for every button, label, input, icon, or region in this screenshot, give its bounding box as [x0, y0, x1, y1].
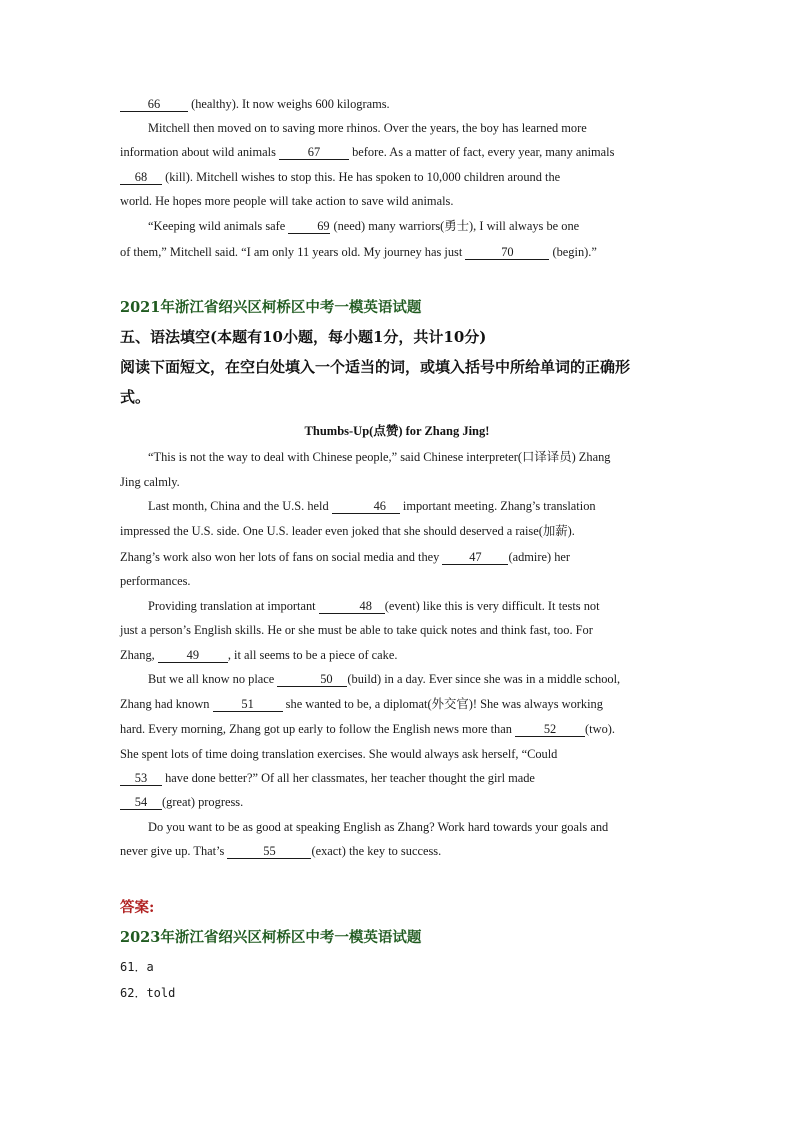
answer-blank-68[interactable]: 68: [120, 170, 162, 185]
passage-title: Thumbs-Up(点赞) for Zhang Jing!: [304, 424, 490, 438]
answer-blank-50[interactable]: 50: [277, 672, 347, 687]
text-line: 66 (healthy). It now weighs 600 kilograms.: [120, 92, 680, 117]
answer-blank-52[interactable]: 52: [515, 722, 585, 737]
answer-blank-67[interactable]: 67: [279, 145, 349, 160]
text-line: just a person’s English skills. He or she must be able to take quick notes and think fast, too. For: [120, 623, 593, 637]
text-line: Zhang had known 51 she wanted to be, a diplomat(外交官)! She was always working: [120, 697, 603, 711]
part-title: 五、语法填空(本题有10小题，每小题1分，共计10分): [120, 328, 487, 346]
text-line: never give up. That’s 55 (exact) the key to success.: [120, 844, 442, 858]
answer-blank-66[interactable]: 66: [120, 97, 188, 112]
text-line: 53 have done better?” Of all her classmates, her teacher thought the girl made: [120, 766, 680, 791]
answer-blank-53[interactable]: 53: [120, 771, 162, 786]
answer-blank-47[interactable]: 47: [442, 550, 508, 565]
text-line: of them,” Mitchell said. “I am only 11 years old. My journey has just 70 (begin).”: [120, 245, 597, 259]
answer-item: 61．a: [120, 960, 154, 974]
text-line: “Keeping wild animals safe 69 (need) many warriors(勇士), I will always be one: [148, 219, 580, 233]
answer-blank-55[interactable]: 55: [227, 844, 311, 859]
text-line: information about wild animals 67 before. As a matter of fact, every year, many animals: [120, 145, 615, 159]
text-line: Jing calmly.: [120, 475, 180, 489]
text-line: performances.: [120, 574, 191, 588]
text-line: Providing translation at important 48 (event) like this is very difficult. It tests not: [148, 599, 600, 613]
text-line: But we all know no place 50 (build) in a day. Ever since she was in a middle school,: [148, 672, 621, 686]
answer-item: 62．told: [120, 986, 176, 1000]
text-line: Zhang’s work also won her lots of fans on social media and they 47 (admire) her: [120, 550, 571, 564]
answer-blank-69[interactable]: 69: [288, 219, 330, 234]
answer-blank-46[interactable]: 46: [332, 499, 400, 514]
text-line: 54 (great) progress.: [120, 790, 680, 815]
text-line: She spent lots of time doing translation exercises. She would always ask herself, “Could: [120, 747, 558, 761]
text-line: “This is not the way to deal with Chinese people,” said Chinese interpreter(口译译员) Zhang: [148, 450, 611, 464]
text-line: Last month, China and the U.S. held 46 important meeting. Zhang’s translation: [148, 499, 596, 513]
answers-label: 答案:: [120, 899, 155, 916]
answer-blank-54[interactable]: 54: [120, 795, 162, 810]
instruction-line: 阅读下面短文，在空白处填入一个适当的词，或填入括号中所给单词的正确形: [120, 358, 631, 376]
text-line: Zhang, 49 , it all seems to be a piece of cake.: [120, 648, 398, 662]
text-line: Mitchell then moved on to saving more rhinos. Over the years, the boy has learned more: [148, 121, 587, 135]
answers-exam-title: 2023年浙江省绍兴区柯桥区中考一模英语试题: [120, 929, 422, 946]
text-line: impressed the U.S. side. One U.S. leader even joked that she should deserved a raise(加薪).: [120, 524, 575, 538]
answer-blank-51[interactable]: 51: [213, 697, 283, 712]
answer-blank-48[interactable]: 48: [319, 599, 385, 614]
answer-blank-70[interactable]: 70: [465, 245, 549, 260]
text-line: Do you want to be as good at speaking English as Zhang? Work hard towards your goals and: [148, 820, 609, 834]
answer-blank-49[interactable]: 49: [158, 648, 228, 663]
text-line: hard. Every morning, Zhang got up early to follow the English news more than 52 (two).: [120, 722, 615, 736]
instruction-line: 式。: [120, 388, 151, 406]
text-line: 68 (kill). Mitchell wishes to stop this. He has spoken to 10,000 children around the: [120, 165, 680, 190]
text-line: world. He hopes more people will take action to save wild animals.: [120, 194, 454, 208]
exam-title: 2021年浙江省绍兴区柯桥区中考一模英语试题: [120, 299, 422, 316]
